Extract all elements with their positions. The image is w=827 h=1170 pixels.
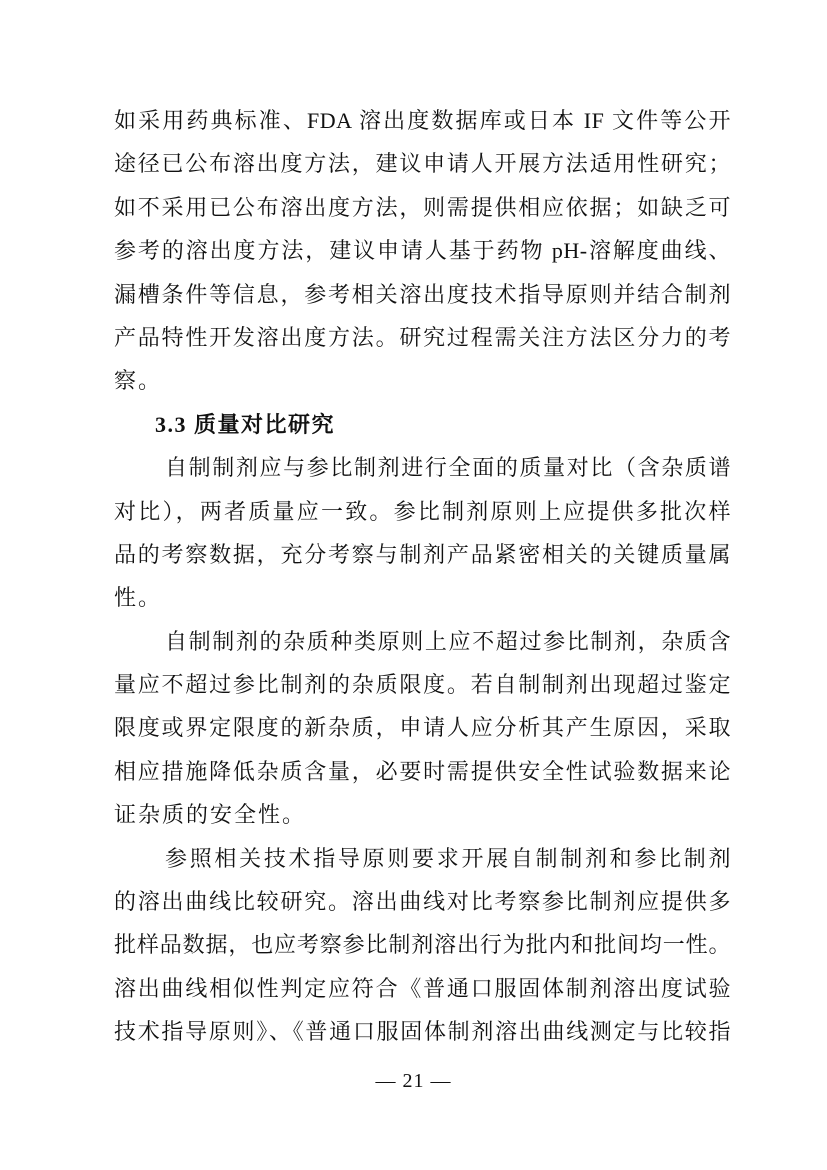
text-line: 证杂质的安全性。 (114, 802, 307, 828)
text-line: 量应不超过参比制剂的杂质限度。若自制制剂出现超过鉴定 (114, 672, 731, 698)
text-line: 性。 (114, 585, 163, 611)
text-line: 察。 (114, 368, 163, 394)
page-number: — 21 — (375, 1070, 452, 1092)
text-line: 参考的溶出度方法，建议申请人基于药物 pH-溶解度曲线、 (114, 238, 731, 264)
text-line: 参照相关技术指导原则要求开展自制制剂和参比制剂 (165, 845, 731, 871)
text-line: 自制制剂的杂质种类原则上应不超过参比制剂，杂质含 (165, 628, 731, 654)
text-line: 限度或界定限度的新杂质，申请人应分析其产生原因，采取 (114, 715, 731, 741)
page-footer (0, 1068, 827, 1094)
text-line: 途径已公布溶出度方法，建议申请人开展方法适用性研究； (114, 151, 731, 177)
text-line: 技术指导原则》、《普通口服固体制剂溶出曲线测定与比较指 (114, 1019, 731, 1045)
text-line: 自制制剂应与参比制剂进行全面的质量对比（含杂质谱 (165, 455, 731, 481)
document-body (114, 99, 731, 1054)
section-heading: 3.3 质量对比研究 (155, 411, 336, 437)
text-line: 品的考察数据，充分考察与制剂产品紧密相关的关键质量属 (114, 541, 731, 567)
text-line: 相应措施降低杂质含量，必要时需提供安全性试验数据来论 (114, 758, 731, 784)
text-line: 批样品数据，也应考察参比制剂溶出行为批内和批间均一性。 (114, 932, 731, 958)
text-line: 产品特性开发溶出度方法。研究过程需关注方法区分力的考 (114, 324, 731, 350)
text-line: 如采用药典标准、FDA 溶出度数据库或日本 IF 文件等公开 (114, 108, 731, 133)
text-line: 溶出曲线相似性判定应符合《普通口服固体制剂溶出度试验 (114, 975, 731, 1001)
text-line: 如不采用已公布溶出度方法，则需提供相应依据；如缺乏可 (114, 194, 731, 220)
text-line: 的溶出曲线比较研究。溶出曲线对比考察参比制剂应提供多 (114, 889, 731, 915)
text-line: 漏槽条件等信息，参考相关溶出度技术指导原则并结合制剂 (114, 281, 731, 307)
text-line: 对比），两者质量应一致。参比制剂原则上应提供多批次样 (114, 498, 731, 524)
